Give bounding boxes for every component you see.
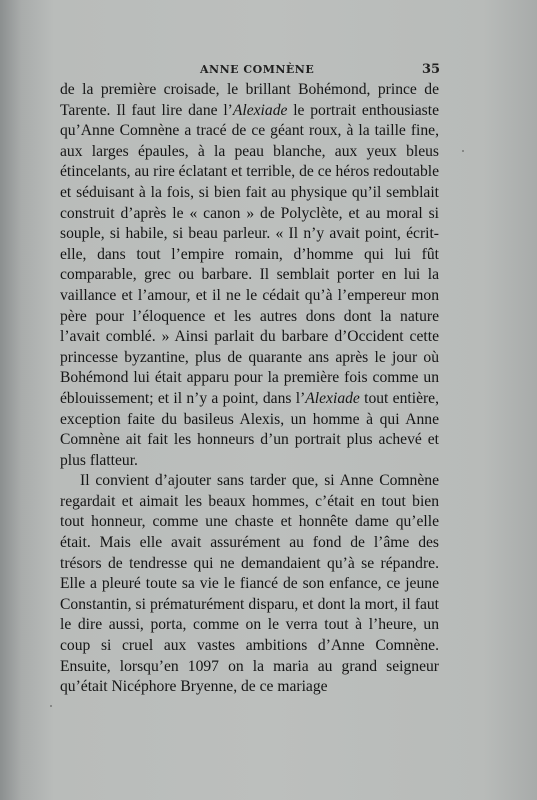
page-body — [60, 80, 439, 698]
text-run: le portrait enthousiaste qu’Anne Comnène a tracé de ce géant roux, à la taille fine, aux larges épaules, à la peau blanche, aux yeux bleus étincelants, au rire éclatant et terrible, de ce héros redoutable et séduisant à la fois, si bien fait au physique qu’il semblait construit d’après le « canon » de Polyclète, et au moral si souple, si habile, si beau parleur. « Il n’y avait point, écrit-elle, dans tout l’empire romain, d’homme qui lui fût comparable, grec ou barbare. Il semblait porter en lui la vaillance et l’amour, et il ne le cédait qu’à l’empereur mon père pour l’éloquence et les autres dons dont la nature l’avait comblé. » Ainsi parlait du barbare d’Occident cette princesse byzantine, plus de quarante ans après le jour où Bohémond lui était apparu pour la première fois comme un éblouissement; et il n’y a point, dans l’ — [60, 101, 440, 407]
book-title-italic: Alexiade — [232, 101, 288, 119]
paper-speck — [462, 150, 464, 152]
book-title-italic: Alexiade — [305, 389, 360, 407]
running-head: ANNE COMNÈNE — [200, 63, 315, 76]
page-number: 35 — [422, 62, 441, 77]
page-header — [0, 60, 537, 80]
paragraph-continued — [60, 80, 439, 471]
paragraph: Il convient d’ajouter sans tarder que, si Anne Comnène regardait et aimait les beaux hommes, c’était en tout bien tout honneur, comme une chaste et honnête dame qu’elle était. Mais elle avait assurément au fond de l’âme des trésors de tendresse qui ne demandaient qu’à se répandre. Elle a pleuré toute sa vie le fiancé de son enfance, ce jeune Constantin, si prématurément disparu, et dont la mort, il faut le dire aussi, porta, comme on le verra tout à l’heure, un coup si cruel aux vastes ambitions d’Anne Comnène. Ensuite, lorsqu’en 1097 on la maria au grand seigneur qu’était Nicéphore Bryenne, de ce mariage — [60, 472, 439, 696]
text-run: tout entière, exception faite du basileus Alexis, un homme à qui Anne Comnène ait fait les honneurs d’un portrait plus achevé et plus flatteur. — [60, 389, 440, 469]
text-run: de la première croisade, le brillant Bohémond, prince de Tarente. Il faut lire dane l’ — [60, 81, 439, 119]
paper-speck — [50, 705, 52, 707]
